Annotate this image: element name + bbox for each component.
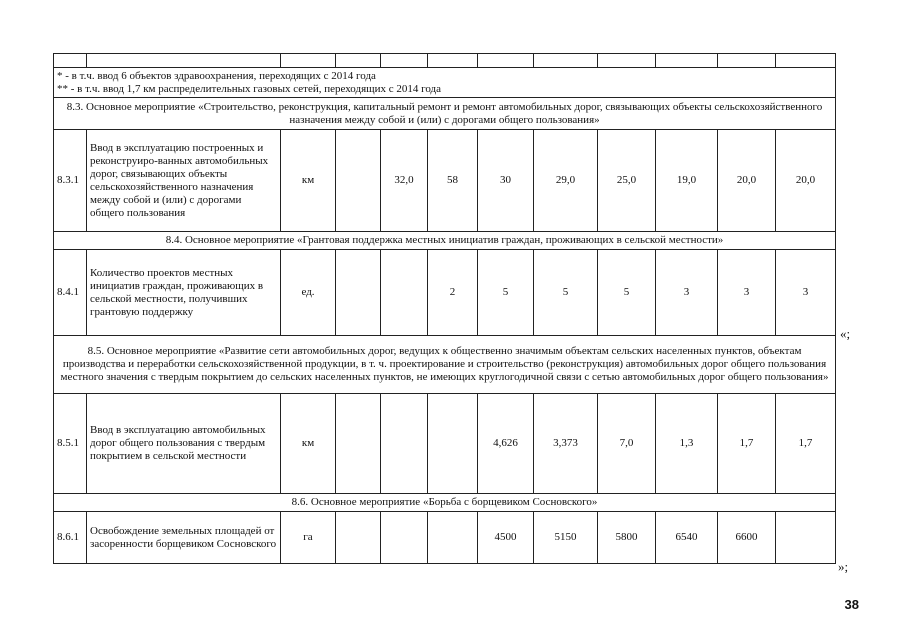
- value-cell: [428, 512, 478, 564]
- section-header-8-6: [54, 494, 836, 512]
- value-cell: 30: [478, 130, 534, 232]
- row-number: 8.6.1: [54, 512, 87, 564]
- value-cell: [336, 130, 381, 232]
- value-cell: 3: [776, 250, 836, 336]
- value-cell: [381, 250, 428, 336]
- value-cell: 6600: [718, 512, 776, 564]
- page-number: 38: [844, 597, 859, 612]
- value-cell: 3: [656, 250, 718, 336]
- value-cell: 32,0: [381, 130, 428, 232]
- value-cell: 3: [718, 250, 776, 336]
- table-top-row: [54, 54, 836, 68]
- value-cell: 58: [428, 130, 478, 232]
- value-cell: 1,3: [656, 394, 718, 494]
- section-title: 8.6. Основное мероприятие «Борьба с борщевиком Сосновского»: [54, 494, 836, 512]
- value-cell: 25,0: [598, 130, 656, 232]
- row-number: 8.5.1: [54, 394, 87, 494]
- section-title: 8.5. Основное мероприятие «Развитие сети автомобильных дорог, ведущих к общественно значимым объектам сельских населенных пунктов, объектам производства и переработки сельскохозяйственной продукции, в т. ч. проектирование и строительство (реконструкция) автомобильных дорог общего пользования местного значения с твердым покрытием до сельских населенных пунктов, не имеющих круглогодичной связи с сетью автомобильных дорог общего пользования»: [54, 336, 836, 394]
- indicator-name: Количество проектов местных инициатив граждан, проживающих в сельской местности, получивших грантовую поддержку: [87, 250, 281, 336]
- row-number: 8.3.1: [54, 130, 87, 232]
- section-header-8-4: [54, 232, 836, 250]
- section-title: 8.4. Основное мероприятие «Грантовая поддержка местных инициатив граждан, проживающих в сельской местности»: [54, 232, 836, 250]
- value-cell: [336, 250, 381, 336]
- footnote-1: * - в т.ч. ввод 6 объектов здравоохранения, переходящих с 2014 года: [57, 70, 376, 82]
- value-cell: 6540: [656, 512, 718, 564]
- indicator-name: Ввод в эксплуатацию построенных и реконструиро-ванных автомобильных дорог, связывающих объекты сельскохозяйственного назначения между собой и (или) с дорогами общего пользования: [87, 130, 281, 232]
- table-row: [54, 250, 836, 336]
- value-cell: 5: [598, 250, 656, 336]
- table-row: [54, 394, 836, 494]
- value-cell: 5: [478, 250, 534, 336]
- value-cell: 4,626: [478, 394, 534, 494]
- row-number: 8.4.1: [54, 250, 87, 336]
- closing-quote-mark-end: »;: [838, 559, 849, 574]
- value-cell: 1,7: [776, 394, 836, 494]
- value-cell: 3,373: [534, 394, 598, 494]
- value-cell: 5800: [598, 512, 656, 564]
- unit: км: [281, 394, 336, 494]
- value-cell: [381, 512, 428, 564]
- value-cell: 29,0: [534, 130, 598, 232]
- value-cell: 20,0: [776, 130, 836, 232]
- section-header-8-3: [54, 98, 836, 130]
- value-cell: [381, 394, 428, 494]
- value-cell: 7,0: [598, 394, 656, 494]
- footnote-2: ** - в т.ч. ввод 1,7 км распределительных газовых сетей, переходящих с 2014 года: [57, 83, 442, 95]
- unit: км: [281, 130, 336, 232]
- footnotes-row: [54, 68, 836, 98]
- closing-quote-mark: «;: [840, 326, 851, 341]
- value-cell: [776, 512, 836, 564]
- value-cell: 2: [428, 250, 478, 336]
- value-cell: [336, 512, 381, 564]
- indicators-table: [53, 53, 836, 564]
- table-row: [54, 130, 836, 232]
- value-cell: 19,0: [656, 130, 718, 232]
- section-header-8-5: [54, 336, 836, 394]
- section-title: 8.3. Основное мероприятие «Строительство, реконструкция, капитальный ремонт и ремонт автомобильных дорог, связывающих объекты сельскохозяйственного назначения между собой и (или) с дорогами общего пользования»: [54, 98, 836, 130]
- indicator-name: Ввод в эксплуатацию автомобильных дорог общего пользования с твердым покрытием в сельской местности: [87, 394, 281, 494]
- value-cell: 5: [534, 250, 598, 336]
- unit: ед.: [281, 250, 336, 336]
- value-cell: [336, 394, 381, 494]
- indicator-name: Освобождение земельных площадей от засоренности борщевиком Сосновского: [87, 512, 281, 564]
- value-cell: [428, 394, 478, 494]
- unit: га: [281, 512, 336, 564]
- value-cell: 1,7: [718, 394, 776, 494]
- value-cell: 5150: [534, 512, 598, 564]
- value-cell: 4500: [478, 512, 534, 564]
- value-cell: 20,0: [718, 130, 776, 232]
- table-row: [54, 512, 836, 564]
